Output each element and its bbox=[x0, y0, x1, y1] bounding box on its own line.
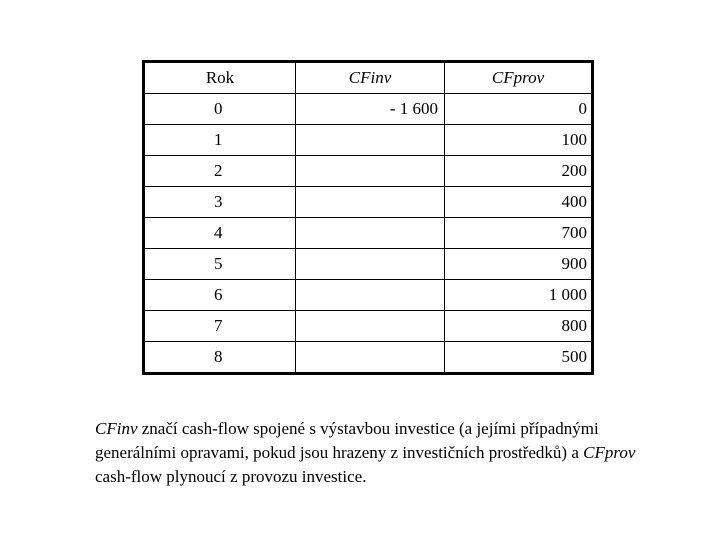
cell-rok: 6 bbox=[144, 280, 296, 311]
note-term-cfprov: CFprov bbox=[583, 443, 636, 462]
header-cfinv: CFinv bbox=[296, 62, 445, 94]
cell-cfinv bbox=[296, 156, 445, 187]
cell-rok: 0 bbox=[144, 94, 296, 125]
cell-rok: 8 bbox=[144, 342, 296, 374]
cell-cfinv bbox=[296, 125, 445, 156]
header-cfprov: CFprov bbox=[445, 62, 593, 94]
cell-cfinv bbox=[296, 280, 445, 311]
cell-rok: 4 bbox=[144, 218, 296, 249]
cell-rok: 2 bbox=[144, 156, 296, 187]
explanatory-note bbox=[95, 417, 675, 489]
cell-cfprov: 1 000 bbox=[445, 280, 593, 311]
cell-rok: 1 bbox=[144, 125, 296, 156]
table-header-row bbox=[144, 62, 593, 94]
table-row bbox=[144, 156, 593, 187]
cell-cfprov: 700 bbox=[445, 218, 593, 249]
cell-cfprov: 200 bbox=[445, 156, 593, 187]
table-row bbox=[144, 125, 593, 156]
note-text-1: značí cash-flow spojené s výstavbou investice (a jejími případnými generálními opravami, pokud jsou hrazeny z investičních prostředků) a bbox=[95, 419, 599, 462]
table-row bbox=[144, 280, 593, 311]
cell-cfprov: 100 bbox=[445, 125, 593, 156]
cell-cfprov: 0 bbox=[445, 94, 593, 125]
table-row bbox=[144, 342, 593, 374]
cell-cfinv: - 1 600 bbox=[296, 94, 445, 125]
table-row bbox=[144, 311, 593, 342]
cell-cfinv bbox=[296, 249, 445, 280]
cell-rok: 7 bbox=[144, 311, 296, 342]
table-row bbox=[144, 187, 593, 218]
cell-cfinv bbox=[296, 218, 445, 249]
cell-rok: 5 bbox=[144, 249, 296, 280]
note-text-2: cash-flow plynoucí z provozu investice. bbox=[95, 467, 367, 486]
cell-cfinv bbox=[296, 342, 445, 374]
note-term-cfinv: CFinv bbox=[95, 419, 138, 438]
cash-flow-table bbox=[142, 60, 594, 375]
cell-rok: 3 bbox=[144, 187, 296, 218]
table-row bbox=[144, 94, 593, 125]
cell-cfprov: 800 bbox=[445, 311, 593, 342]
table-row bbox=[144, 218, 593, 249]
cell-cfinv bbox=[296, 311, 445, 342]
cell-cfprov: 900 bbox=[445, 249, 593, 280]
cell-cfinv bbox=[296, 187, 445, 218]
header-rok: Rok bbox=[144, 62, 296, 94]
cell-cfprov: 500 bbox=[445, 342, 593, 374]
cell-cfprov: 400 bbox=[445, 187, 593, 218]
table-row bbox=[144, 249, 593, 280]
